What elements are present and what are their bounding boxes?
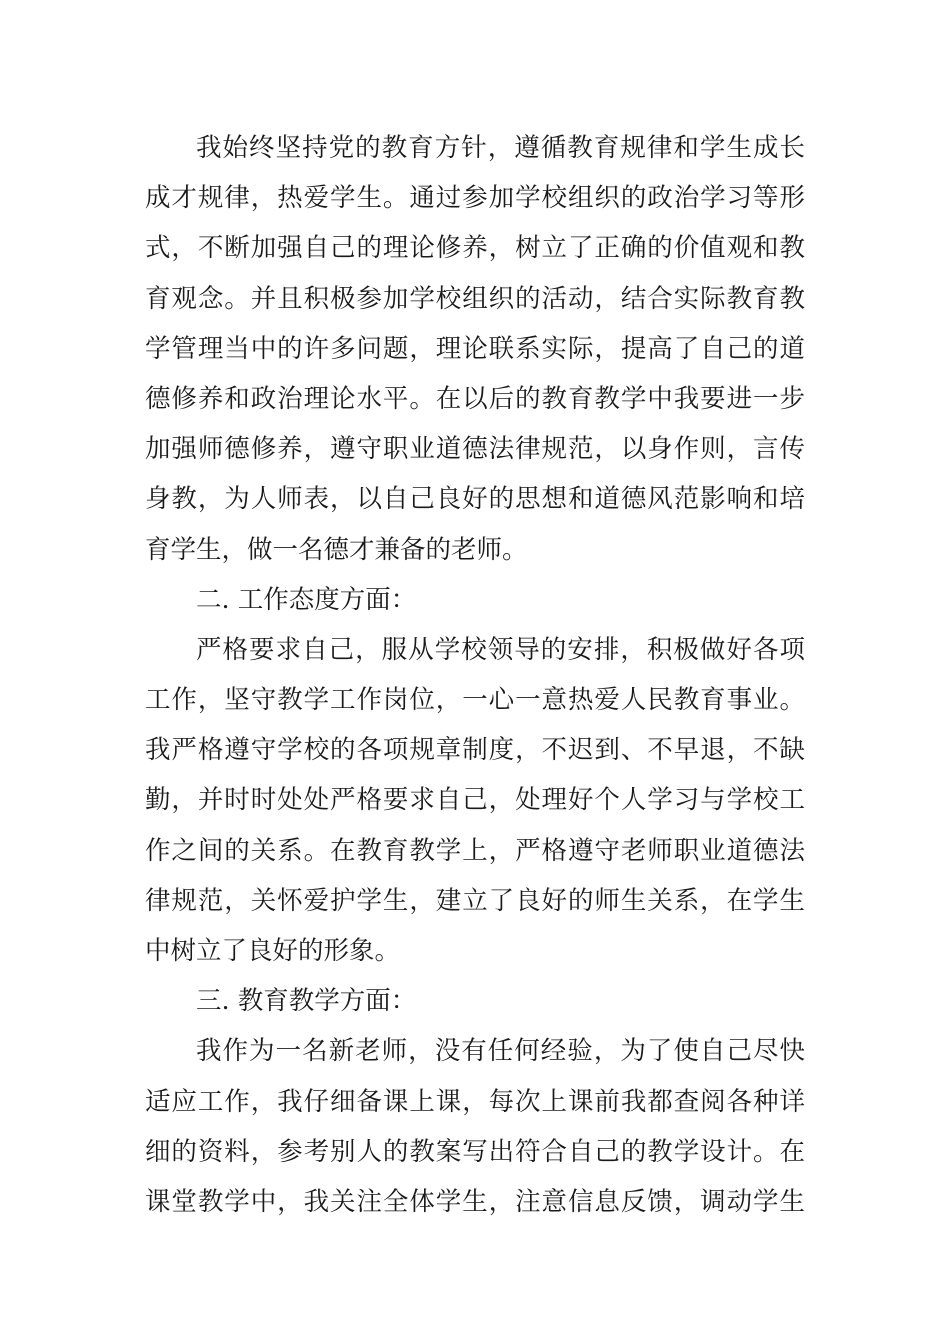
text-line: 严格要求自己，服从学校领导的安排，积极做好各项 xyxy=(196,634,805,665)
text-line: 作之间的关系。在教育教学上，严格遵守老师职业道德法 xyxy=(145,835,805,866)
text-line: 课堂教学中，我关注全体学生，注意信息反馈，调动学生 xyxy=(145,1186,805,1217)
text-line: 我始终坚持党的教育方针，遵循教育规律和学生成长 xyxy=(196,133,805,163)
text-line: 工作，坚守教学工作岗位，一心一意热爱人民教育事业。 xyxy=(145,685,805,716)
text-line: 勤，并时时处处严格要求自己，处理好个人学习与学校工 xyxy=(145,785,805,816)
text-line: 身教，为人师表，以自己良好的思想和道德风范影响和培 xyxy=(145,484,805,515)
text-line: 我严格遵守学校的各项规章制度，不迟到、不早退，不缺 xyxy=(145,735,805,766)
text-line: 三. 教育教学方面： xyxy=(196,986,417,1017)
text-line: 加强师德修养，遵守职业道德法律规范，以身作则，言传 xyxy=(145,434,805,465)
text-line: 我作为一名新老师，没有任何经验，为了使自己尽快 xyxy=(196,1036,805,1067)
text-line: 中树立了良好的形象。 xyxy=(145,936,401,966)
text-line: 二. 工作态度方面： xyxy=(196,584,417,615)
text-line: 成才规律，热爱学生。通过参加学校组织的政治学习等形 xyxy=(145,183,805,214)
document-page xyxy=(145,123,805,1227)
text-line: 律规范，关怀爱护学生，建立了良好的师生关系，在学生 xyxy=(145,885,805,916)
text-line: 适应工作，我仔细备课上课，每次上课前我都查阅各种详 xyxy=(145,1086,805,1117)
text-line: 育观念。并且积极参加学校组织的活动，结合实际教育教 xyxy=(145,283,805,314)
text-line: 细的资料，参考别人的教案写出符合自己的教学设计。在 xyxy=(145,1136,805,1167)
text-line: 育学生，做一名德才兼备的老师。 xyxy=(145,534,528,565)
text-line: 学管理当中的许多问题，理论联系实际，提高了自己的道 xyxy=(145,333,805,364)
text-line: 式，不断加强自己的理论修养，树立了正确的价值观和教 xyxy=(145,233,805,264)
text-line: 德修养和政治理论水平。在以后的教育教学中我要进一步 xyxy=(145,383,805,414)
